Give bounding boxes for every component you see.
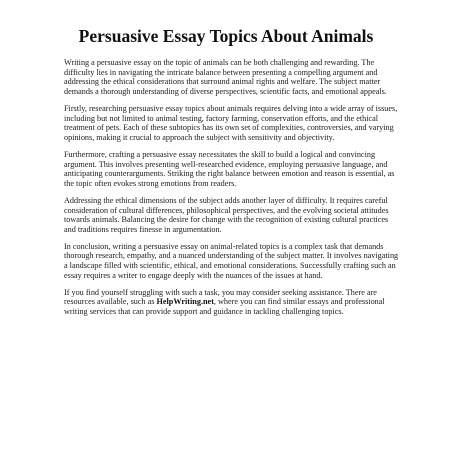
closing-text-before-link: If you find yourself struggling with such a task, you may consider seeking assistance. There are resources available, such as	[64, 287, 377, 307]
document-body	[64, 58, 401, 324]
paragraph-closing	[64, 288, 401, 317]
paragraph-conclusion: In conclusion, writing a persuasive essay on animal-related topics is a complex task that demands thorough research, empathy, and a nuanced understanding of the subject matter. It involves navigating a landscape filled with scientific, ethical, and emotional considerations. Successfully crafting such an essay requires a writer to engage deeply with the nuances of the issues at hand.	[64, 241, 399, 280]
paragraph-intro: Writing a persuasive essay on the topic of animals can be both challenging and rewarding. The difficulty lies in navigating the intricate balance between presenting a compelling argument and addressing the ethical considerations that surround animal rights and welfare. The subject matter demands a thorough understanding of diverse perspectives, scientific facts, and emotional appeals.	[64, 58, 387, 96]
paragraph-crafting: Furthermore, crafting a persuasive essay necessitates the skill to build a logical and convincing argument. This involves presenting well-researched evidence, employing persuasive language, and anticipating counterarguments. Striking the right balance between emotion and reason is essential, as the topic often evokes strong emotions from readers.	[64, 149, 395, 188]
page-title: Persuasive Essay Topics About Animals	[78, 26, 374, 46]
closing-text-after-link: , where you can find similar essays and professional writing services that can provide support and guidance in tackling challenging topics.	[64, 297, 385, 317]
helpwriting-link[interactable]: HelpWriting.net	[156, 297, 214, 307]
paragraph-ethics: Addressing the ethical dimensions of the subject adds another layer of difficulty. It requires careful consideration of cultural differences, philosophical perspectives, and the evolving societal attitudes towards animals. Balancing the desire for change with the recognition of existing cultural practices and traditions requires finesse in argumentation.	[64, 195, 389, 234]
paragraph-research: Firstly, researching persuasive essay topics about animals requires delving into a wide array of issues, including but not limited to animal testing, factory farming, conservation efforts, and the ethical treatment of pets. Each of these subtopics has its own set of complexities, controversies, and varying opinions, making it crucial to approach the subject with sensitivity and objectivity.	[64, 103, 398, 142]
